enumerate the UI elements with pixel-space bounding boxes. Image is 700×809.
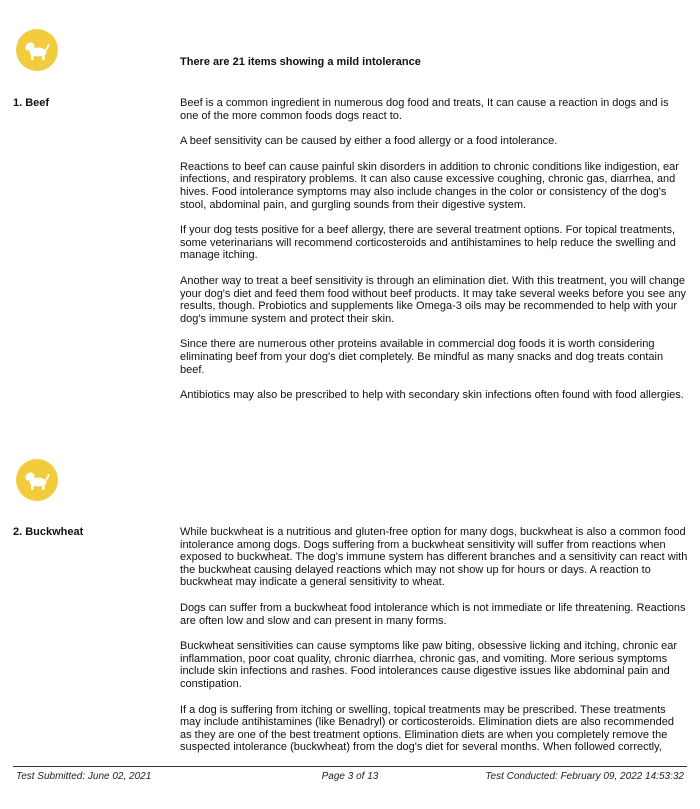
item-paragraph: Buckwheat sensitivities can cause symptoms like paw biting, obsessive licking and itching, chronic ear inflammation, poor coat quality, chronic diarrhea, chronic gas, and vomiting. More serious symptoms include skin infections and rashes. Food intolerances cause digestive issues like abdominal pain and constipation. <box>180 640 678 690</box>
dog-icon <box>22 465 52 495</box>
dog-icon <box>22 35 52 65</box>
intolerance-summary: There are 21 items showing a mild intolerance <box>180 56 421 68</box>
item-paragraph: Reactions to beef can cause painful skin disorders in addition to chronic conditions like indigestion, ear infections, and respiratory problems. It can also cause excessive coughing, chronic gas, diarrhea, and hives. Food intolerance symptoms may also include changes in the color or consistency of the dog's stool, abdominal pain, and gurgling sounds from their digestive system. <box>180 160 679 211</box>
item-paragraph: If your dog tests positive for a beef allergy, there are several treatment options. For topical treatments, some veterinarians will recommend corticosteroids and antihistamines to help reduce the swelling and manage itching. <box>180 224 676 262</box>
item-description <box>180 526 688 767</box>
test-submitted-date: Test Submitted: June 02, 2021 <box>16 771 152 782</box>
item-paragraph: A beef sensitivity can be caused by either a food allergy or a food intolerance. <box>180 135 558 148</box>
footer-divider <box>13 766 687 767</box>
item-paragraph: Dogs can suffer from a buckwheat food intolerance which is not immediate or life threatening. Reactions are often low and slow and can present in many forms. <box>180 601 686 627</box>
item-title: 1. Beef <box>13 97 50 109</box>
brand-logo <box>16 459 58 501</box>
item-paragraph: Beef is a common ingredient in numerous dog food and treats, It can cause a reaction in dogs and is one of the more common foods dogs react to. <box>180 97 669 122</box>
item-paragraph: Since there are numerous other proteins available in commercial dog foods it is worth considering eliminating beef from your dog's diet completely. Be mindful as many snacks and dog treats contain beef. <box>180 338 664 376</box>
item-description <box>180 97 688 415</box>
item-paragraph: Antibiotics may also be prescribed to help with secondary skin infections often found with food allergies. <box>180 389 684 402</box>
test-conducted-date: Test Conducted: February 09, 2022 14:53:32 <box>485 771 684 782</box>
item-paragraph: Another way to treat a beef sensitivity is through an elimination diet. With this treatment, you will change your dog's diet and feed them food without beef products. It may take several weeks before you see any results, though. Probiotics and supplements like Omega-3 oils may be recommended to help with your dog's immune system and protect their skin. <box>180 274 686 325</box>
item-title: 2. Buckwheat <box>13 526 84 538</box>
item-paragraph: If a dog is suffering from itching or swelling, topical treatments may be prescribed. These treatments may include antihistamines (like Benadryl) or corticosteroids. Elimination diets are also recommended as they are one of the best treatment options. Elimination diets are when you completely remove the suspected intolerance (buckwheat) from the dog's diet for several months. When followed correctly, <box>180 703 674 754</box>
item-paragraph: While buckwheat is a nutritious and gluten-free option for many dogs, buckwheat is also a common food intolerance among dogs. Dogs suffering from a buckwheat sensitivity will suffer from reactions when exposed to buckwheat. The dog's immune system has different branches and a sensitivity can react with the buckwheat causing delayed reactions which may not show up for hours or days. A reaction to buckwheat may indicate a general sensitivity to wheat. <box>180 526 688 589</box>
brand-logo <box>16 29 58 71</box>
page-number: Page 3 of 13 <box>321 771 379 782</box>
